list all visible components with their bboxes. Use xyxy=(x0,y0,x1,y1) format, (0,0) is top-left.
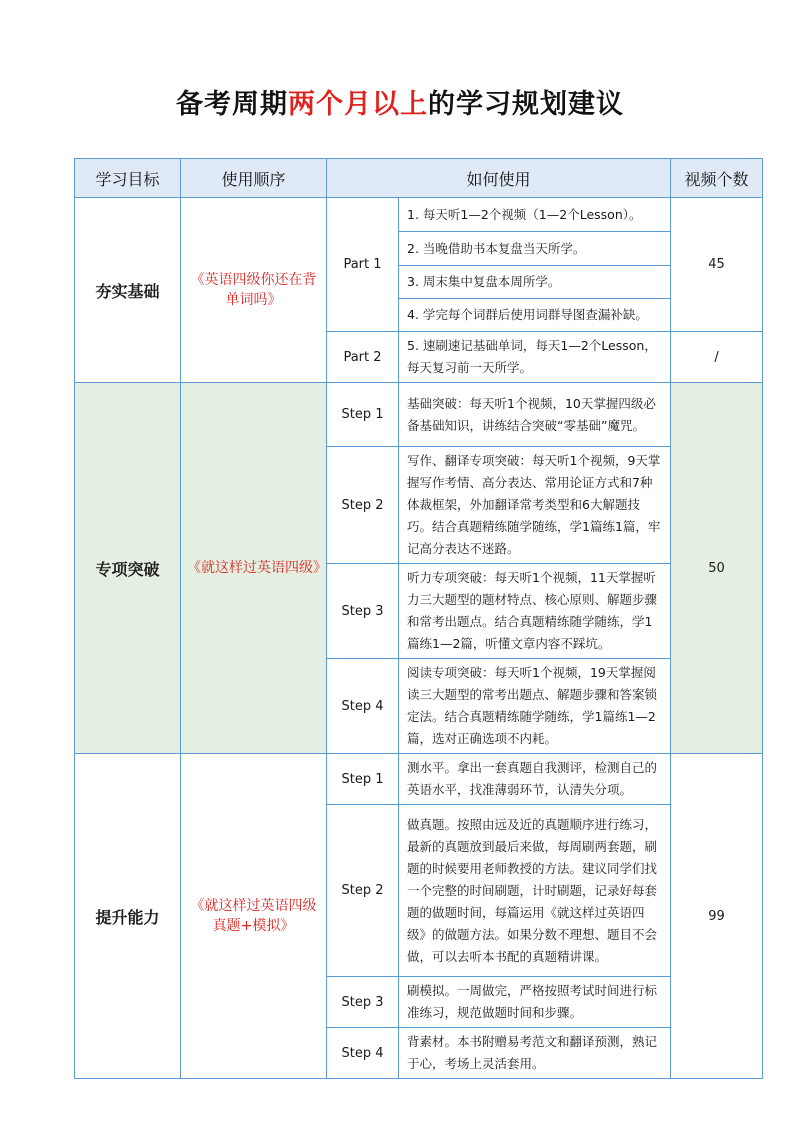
step-desc: 阅读专项突破：每天听1个视频，19天掌握阅读三大题型的常考出题点、解题步骤和答案锁定法。结合真题精练随学随练，学1篇练1—2篇，选对正确选项不内耗。 xyxy=(399,659,671,754)
book-cell: 《就这样过英语四级真题+模拟》 xyxy=(181,754,327,1079)
usage-item: 5. 速刷速记基础单词，每天1—2个Lesson，每天复习前一天所学。 xyxy=(399,332,671,383)
usage-item: 4. 学完每个词群后使用词群导图查漏补缺。 xyxy=(399,299,671,332)
page-title xyxy=(0,82,800,121)
step-desc: 刷模拟。一周做完，严格按照考试时间进行标准练习，规范做题时间和步骤。 xyxy=(399,977,671,1028)
step-label: Step 4 xyxy=(327,1028,399,1079)
study-plan-table xyxy=(74,158,763,1079)
title-prefix: 备考周期 xyxy=(176,89,288,120)
step-desc: 听力专项突破：每天听1个视频，11天掌握听力三大题型的题材特点、核心原则、解题步骤和常考出题点。结合真题精练随学随练，学1篇练1—2篇，听懂文章内容不踩坑。 xyxy=(399,564,671,659)
usage-item: 1. 每天听1—2个视频（1—2个Lesson）。 xyxy=(399,198,671,232)
video-count: 50 xyxy=(671,383,763,754)
header-row xyxy=(75,159,763,198)
usage-item: 3. 周末集中复盘本周所学。 xyxy=(399,266,671,299)
step-label: Step 2 xyxy=(327,447,399,564)
step-desc: 基础突破：每天听1个视频，10天掌握四级必备基础知识，讲练结合突破“零基础”魔咒。 xyxy=(399,383,671,447)
step-desc: 测水平。拿出一套真题自我测评，检测自己的英语水平，找准薄弱环节，认清失分项。 xyxy=(399,754,671,805)
goal-cell: 专项突破 xyxy=(75,383,181,754)
table-row xyxy=(75,383,763,447)
step-label: Step 3 xyxy=(327,977,399,1028)
step-label: Step 1 xyxy=(327,383,399,447)
step-label: Step 4 xyxy=(327,659,399,754)
table-row xyxy=(75,198,763,232)
title-highlight: 两个月以上 xyxy=(288,89,428,120)
book-cell: 《就这样过英语四级》 xyxy=(181,383,327,754)
usage-item: 2. 当晚借助书本复盘当天所学。 xyxy=(399,232,671,266)
part-label: Part 2 xyxy=(327,332,399,383)
step-desc: 背素材。本书附赠易考范文和翻译预测，熟记于心，考场上灵活套用。 xyxy=(399,1028,671,1079)
header-order: 使用顺序 xyxy=(181,159,327,198)
header-goal: 学习目标 xyxy=(75,159,181,198)
step-desc: 写作、翻译专项突破：每天听1个视频，9天掌握写作考情、高分表达、常用论证方式和7种体裁框架，外加翻译常考类型和6大解题技巧。结合真题精练随学随练，学1篇练1篇，牢记高分表达不迷路。 xyxy=(399,447,671,564)
part-label: Part 1 xyxy=(327,198,399,332)
step-label: Step 1 xyxy=(327,754,399,805)
step-desc: 做真题。按照由远及近的真题顺序进行练习，最新的真题放到最后来做，每周刷两套题，刷题的时候要用老师教授的方法。建议同学们找一个完整的时间刷题，计时刷题，记录好每套题的做题时间，每篇运用《就这样过英语四级》的做题方法。如果分数不理想、题目不会做，可以去听本书配的真题精讲课。 xyxy=(399,805,671,977)
step-label: Step 3 xyxy=(327,564,399,659)
book-cell: 《英语四级你还在背单词吗》 xyxy=(181,198,327,383)
header-usage: 如何使用 xyxy=(327,159,671,198)
step-label: Step 2 xyxy=(327,805,399,977)
video-count: / xyxy=(671,332,763,383)
title-suffix: 的学习规划建议 xyxy=(428,89,624,120)
table-row xyxy=(75,754,763,805)
video-count: 99 xyxy=(671,754,763,1079)
header-count: 视频个数 xyxy=(671,159,763,198)
video-count: 45 xyxy=(671,198,763,332)
goal-cell: 夯实基础 xyxy=(75,198,181,383)
goal-cell: 提升能力 xyxy=(75,754,181,1079)
